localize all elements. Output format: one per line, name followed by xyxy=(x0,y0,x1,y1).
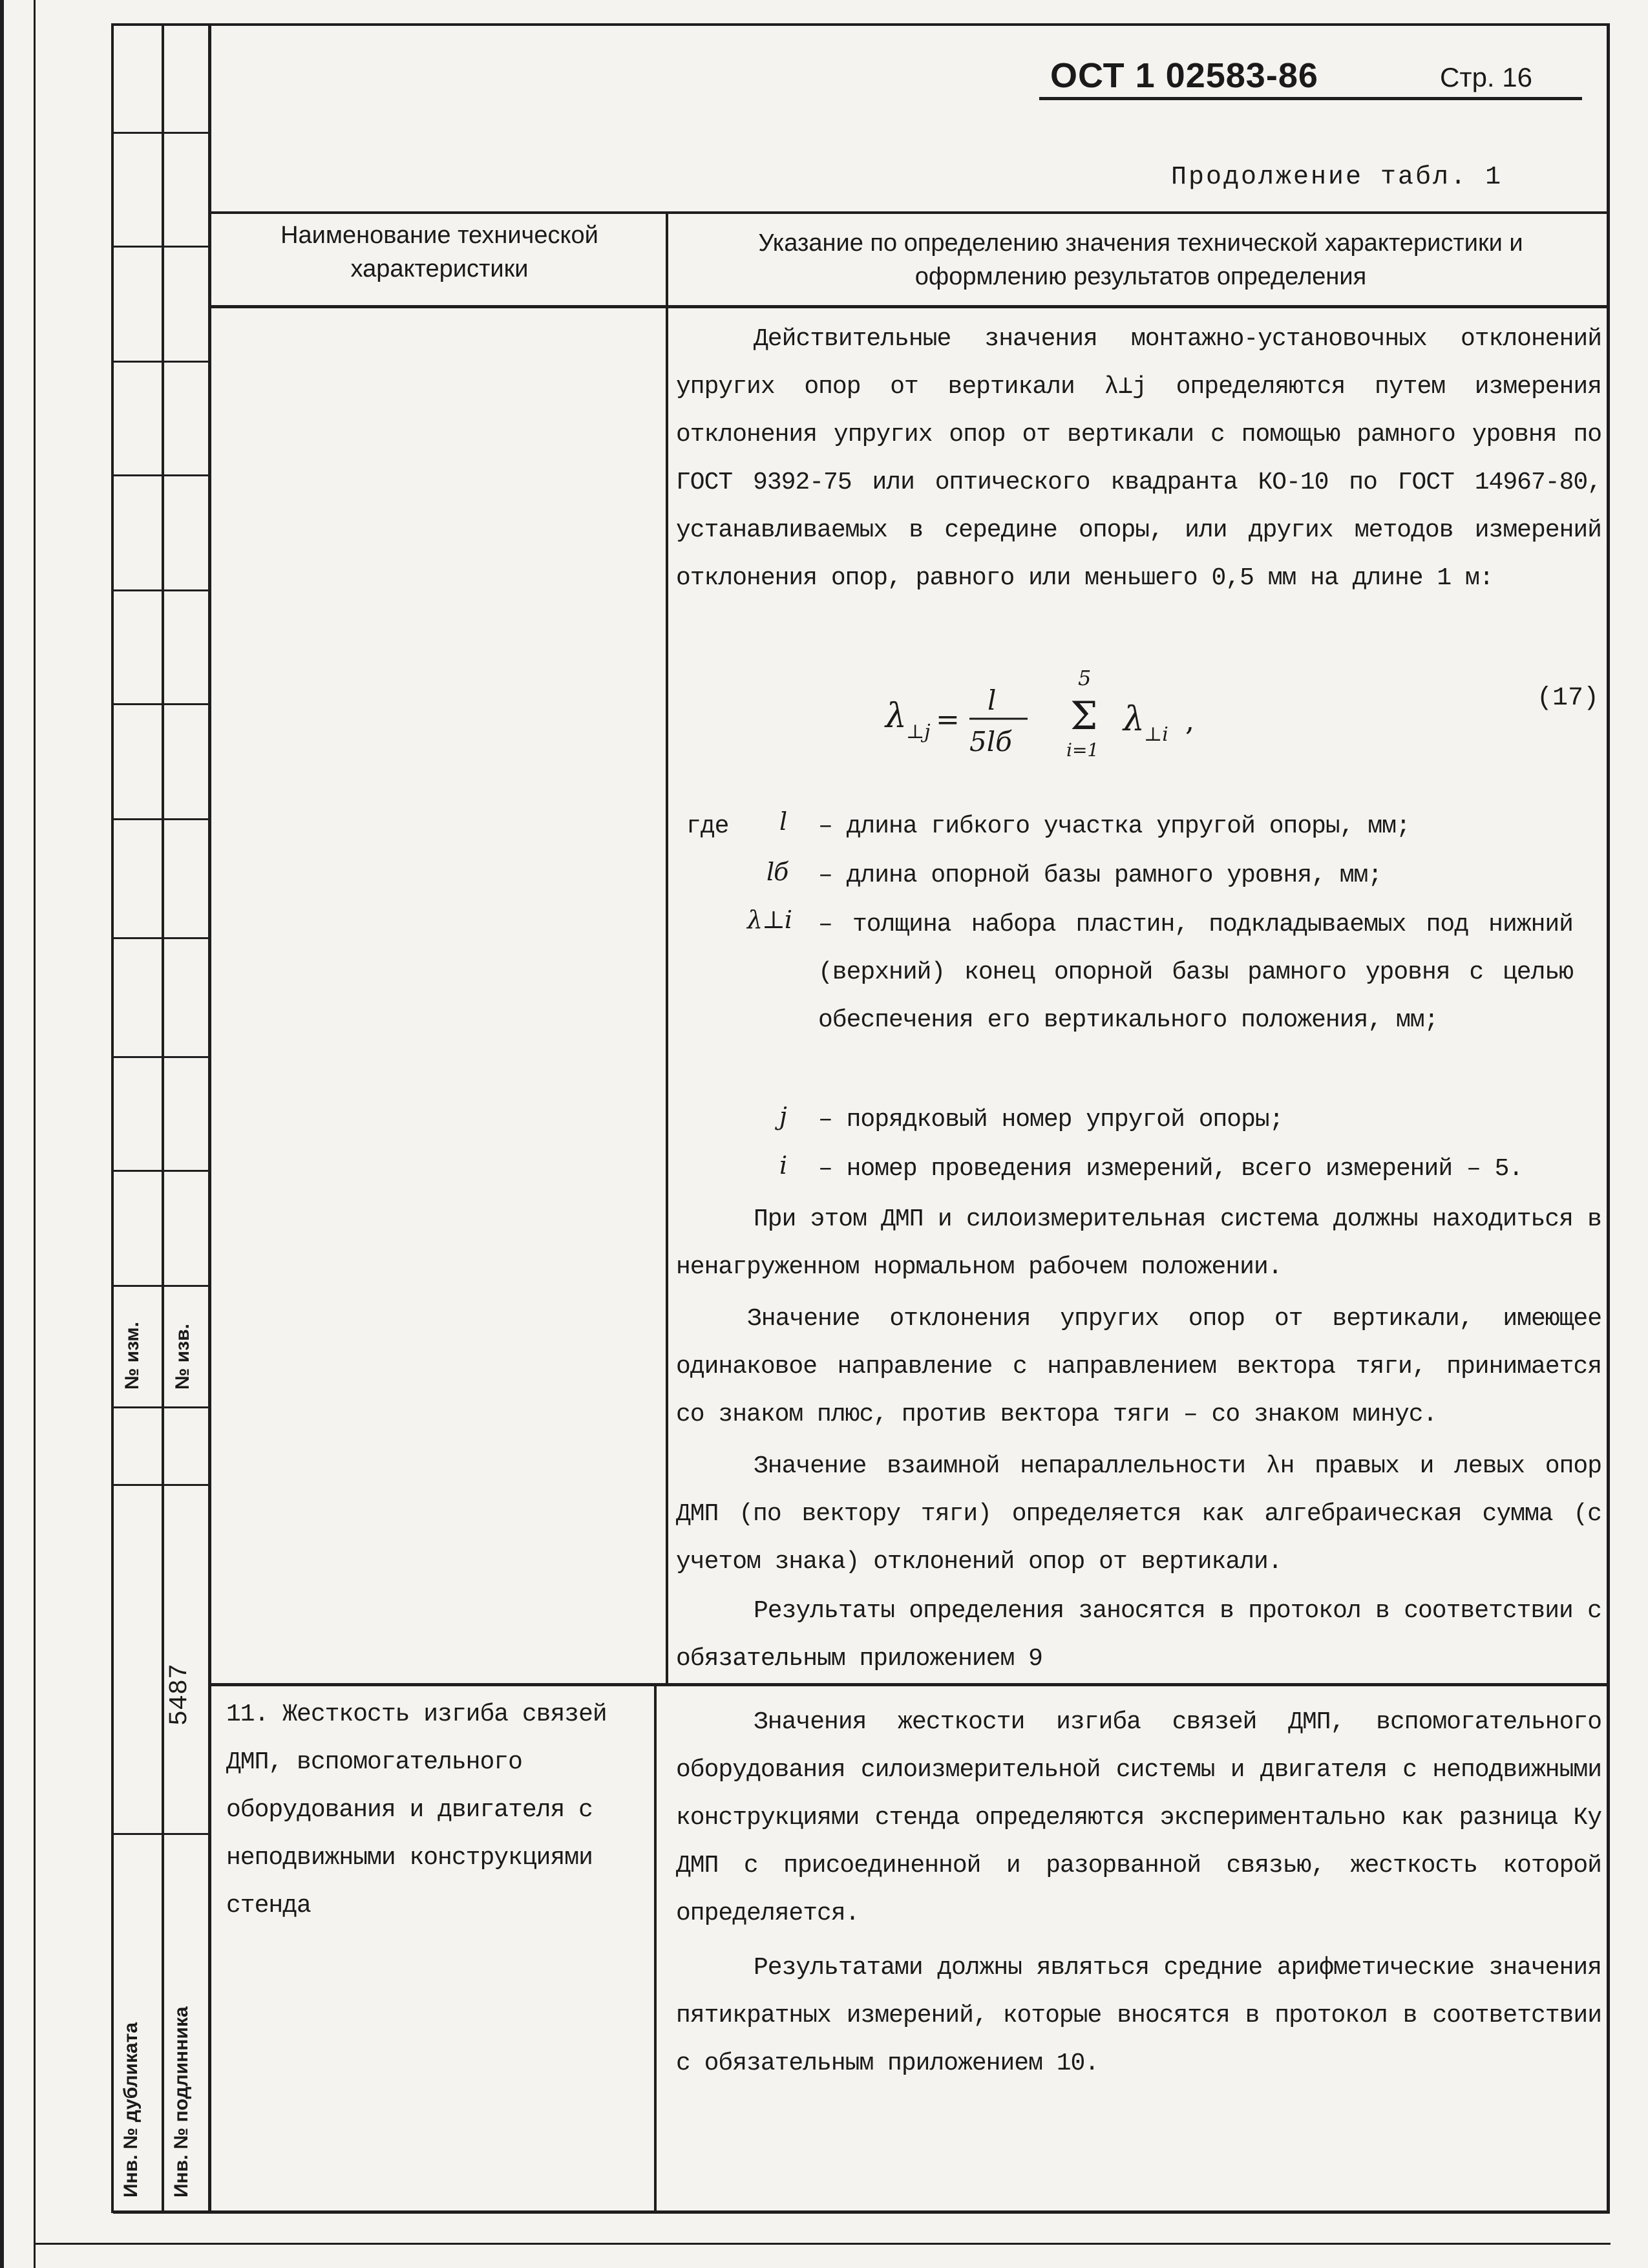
formula-17 xyxy=(879,659,1267,769)
table-continuation: Продолжение табл. 1 xyxy=(1171,163,1503,192)
svg-text:⊥j: ⊥j xyxy=(906,721,931,743)
outer-bottom-border xyxy=(34,2243,1611,2245)
col1-header: Наименование технической характеристики xyxy=(280,222,598,282)
header-underline xyxy=(1039,97,1582,100)
strip-left-line xyxy=(111,23,114,2213)
def-sym-l: l xyxy=(779,807,787,836)
row11-paragraph1: Значения жесткости изгиба связей ДМП, вспомогательного оборудования силоизмерительной системы и двигателя с неподвижными конструкциями стенда определяются экспериментально как разница Ку ДМП с присоединенной и разорванной связью, жесткость которой определяется. xyxy=(676,1708,1601,1927)
strip-sep xyxy=(111,1170,209,1172)
svg-text:,: , xyxy=(1185,705,1194,737)
row11-paragraph2: Результатами должны являться средние арифметические значения пятикратных измерений, которые вносятся в протокол в соответствии с обязательным приложением 10. xyxy=(676,1954,1601,2077)
table-top-rule xyxy=(208,211,1609,214)
strip-sep xyxy=(111,1285,209,1287)
formula-number: (17) xyxy=(1537,684,1600,713)
izm-label: № изм. xyxy=(121,1322,143,1390)
outer-left-border xyxy=(0,0,4,2268)
strip-sep xyxy=(111,1484,209,1486)
strip-sep xyxy=(111,589,209,591)
strip-sep xyxy=(111,703,209,705)
def-sym-j: j xyxy=(779,1102,787,1130)
izv-label: № изв. xyxy=(172,1324,193,1390)
svg-text:5lб: 5lб xyxy=(969,726,1012,758)
row11-name: 11. Жесткость изгиба связей ДМП, вспомогательного оборудования и двигателя с неподвижными конструкциями стенда xyxy=(226,1701,607,1920)
strip-sep xyxy=(111,1406,209,1408)
table-header-rule xyxy=(208,305,1609,308)
def-sym-lambda: λ⊥i xyxy=(747,906,792,934)
frame-top xyxy=(113,23,1610,26)
svg-text:λ: λ xyxy=(885,697,907,736)
strip-mid-line xyxy=(162,23,164,2213)
def-text-lb: – длина опорной базы рамного уровня, мм; xyxy=(818,862,1382,889)
row10-paragraph3: Значение отклонения упругих опор от вертикали, имеющее одинаковое направление с направлением вектора тяги, принимается со знаком плюс, против вектора тяги – со знаком минус. xyxy=(676,1305,1601,1428)
strip-sep xyxy=(111,1056,209,1058)
strip-sep xyxy=(111,132,209,134)
def-sym-i: i xyxy=(779,1151,787,1180)
def-text-lambda: – толщина набора пластин, подкладываемых под нижний (верхний) конец опорной базы рамного уровня с целью обеспечения его вертикального положения, мм; xyxy=(818,911,1573,1034)
strip-sep xyxy=(111,818,209,820)
svg-text:5: 5 xyxy=(1078,666,1092,690)
where-word: где xyxy=(686,812,729,840)
svg-text:l: l xyxy=(988,684,997,716)
strip-sep xyxy=(111,474,209,476)
svg-text:i=1: i=1 xyxy=(1066,739,1099,761)
strip-sep xyxy=(111,937,209,939)
def-text-i: – номер проведения измерений, всего измерений – 5. xyxy=(818,1155,1523,1183)
strip-sep xyxy=(111,361,209,363)
row10-paragraph5: Результаты определения заносятся в протокол в соответствии с обязательным приложением 9 xyxy=(676,1597,1601,1673)
frame-right xyxy=(1607,23,1610,2213)
inv-number: 5487 xyxy=(165,1663,195,1726)
frame-left xyxy=(208,23,211,2213)
svg-text:=: = xyxy=(936,703,960,736)
formula-graphic xyxy=(879,659,1267,769)
svg-text:Σ: Σ xyxy=(1070,694,1098,739)
def-sym-lb: lб xyxy=(766,858,788,886)
svg-text:λ: λ xyxy=(1123,700,1145,739)
strip-sep xyxy=(111,1833,209,1835)
page-label: Стр. 16 xyxy=(1440,62,1532,92)
svg-text:⊥i: ⊥i xyxy=(1144,723,1168,746)
row10-paragraph4: Значение взаимной непараллельности λн правых и левых опор ДМП (по вектору тяги) определяется как алгебраическая сумма (с учетом знака) отклонений опор от вертикали. xyxy=(676,1452,1601,1576)
table-col-divider-lower xyxy=(654,1683,657,2213)
def-text-l: – длина гибкого участка упругой опоры, мм; xyxy=(818,812,1410,840)
doc-number: ОСТ 1 02583-86 xyxy=(1050,56,1318,95)
row10-paragraph2: При этом ДМП и силоизмерительная система должны находиться в ненагруженном нормальном рабочем положении. xyxy=(676,1205,1601,1281)
dubl-label: Инв. № дубликата xyxy=(120,2022,142,2198)
col2-header: Указание по определению значения технической характеристики и оформлению результатов определения xyxy=(758,229,1523,290)
def-text-j: – порядковый номер упругой опоры; xyxy=(818,1106,1284,1134)
podl-label: Инв. № подлинника xyxy=(171,2006,192,2198)
outer-inner-left-border xyxy=(34,0,36,2268)
frame-bottom xyxy=(113,2210,1610,2214)
row10-paragraph1: Действительные значения монтажно-установочных отклонений упругих опор от вертикали λ⊥j определяются путем измерения отклонения упругих опор от вертикали с помощью рамного уровня по ГОСТ 9392-75 или оптического квадранта КО-10 по ГОСТ 14967-80, устанавливаемых в середине опоры, или других методов измерений отклонения опор, равного или меньшего 0,5 мм на длине 1 м: xyxy=(676,325,1601,592)
strip-sep xyxy=(111,246,209,248)
row-divider-11 xyxy=(208,1683,1609,1686)
table-col-divider xyxy=(666,211,668,1685)
